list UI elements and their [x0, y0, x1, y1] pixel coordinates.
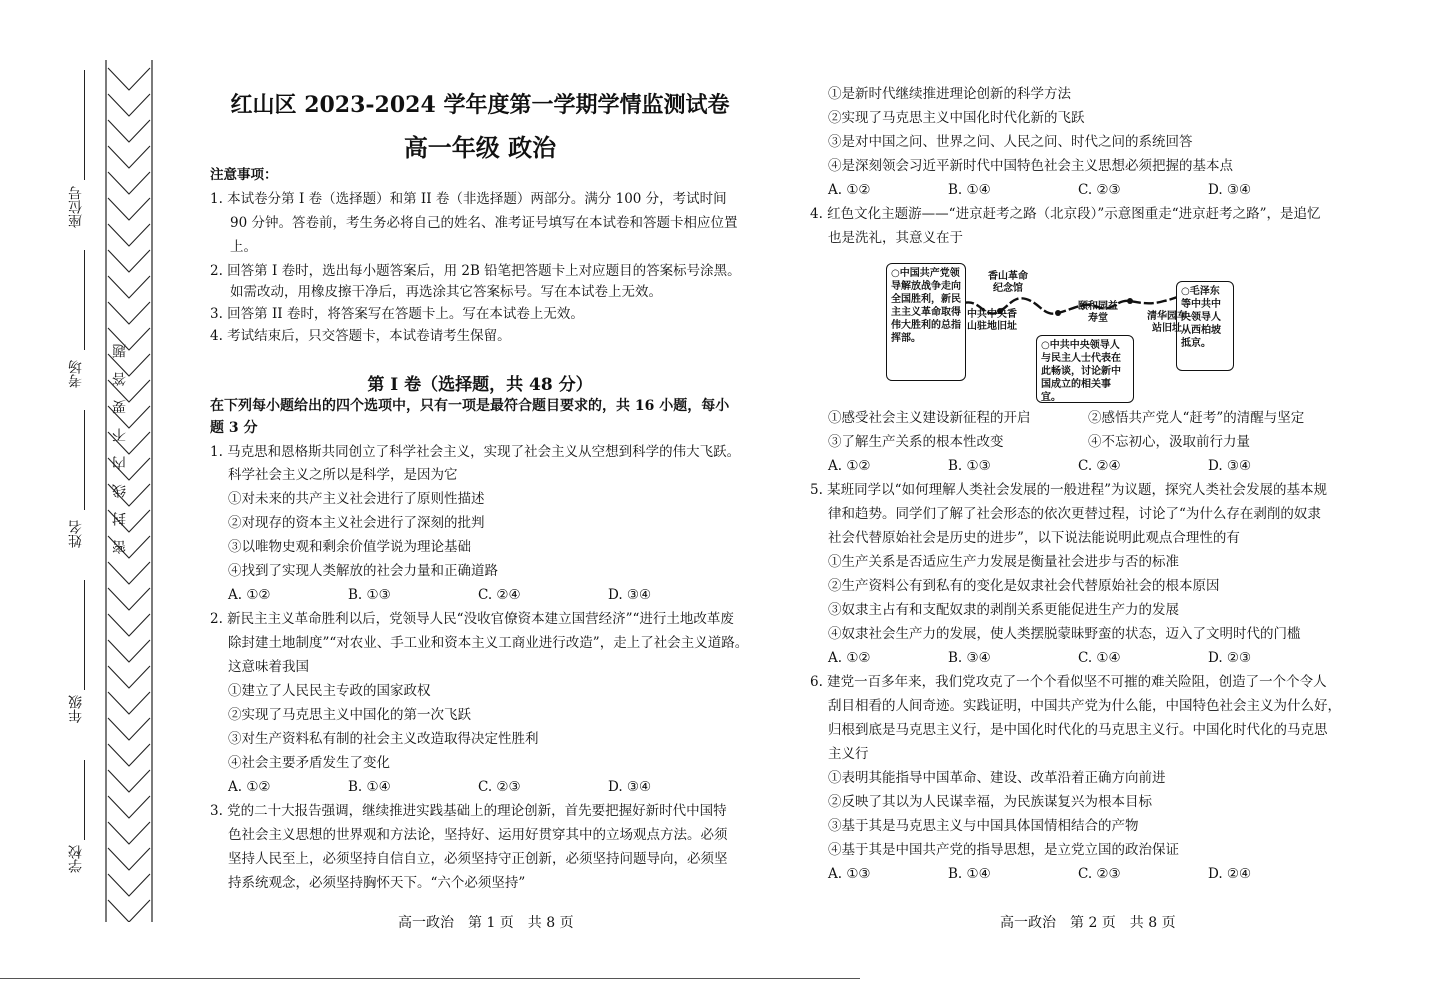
- option-a[interactable]: A. ①②: [228, 779, 271, 795]
- option-c[interactable]: C. ②④: [1078, 458, 1121, 474]
- option-b[interactable]: B. ①④: [948, 182, 991, 198]
- grade-label: 年级: [68, 695, 84, 723]
- option-a[interactable]: A. ①②: [828, 182, 871, 198]
- question-item: ③是对中国之问、世界之问、人民之问、时代之问的系统回答: [828, 134, 1193, 150]
- option-a[interactable]: A. ①③: [828, 866, 871, 882]
- question-item: ④找到了实现人类解放的社会力量和正确道路: [228, 563, 498, 579]
- question-options: [228, 775, 738, 799]
- notice-line: 2. 回答第 I 卷时，选出每小题答案后，用 2B 铅笔把答题卡上对应题目的答案标号涂黑。: [210, 263, 741, 279]
- diagram-box-command: ○中国共产党领导解放战争走向全国胜利，新民主主义革命取得伟大胜利的总指挥部。: [886, 263, 966, 381]
- question-stem: 这意味着我国: [228, 659, 309, 675]
- diagram-box-meeting: ○中共中央领导人与民主人士代表在此畅谈，讨论新中国成立的相关事宜。: [1036, 335, 1134, 403]
- option-c[interactable]: C. ②③: [1078, 182, 1121, 198]
- diagram-label-xiangshan: 香山革命纪念馆: [988, 271, 1028, 294]
- question-item: ③以唯物史观和剩余价值学说为理论基础: [228, 539, 471, 555]
- question-item: ③奴隶主占有和支配奴隶的剥削关系更能促进生产力的发展: [828, 602, 1179, 618]
- question-item: ①对未来的共产主义社会进行了原则性描述: [228, 491, 485, 507]
- scan-edge-line: [0, 978, 860, 979]
- question-item: ①是新时代继续推进理论创新的科学方法: [828, 86, 1071, 102]
- option-d[interactable]: D. ②④: [1208, 866, 1252, 882]
- question-item: ③了解生产关系的根本性改变: [828, 434, 1004, 450]
- page-2-footer: 高一政治 第 2 页 共 8 页: [1000, 915, 1176, 931]
- question-stem: 社会代替原始社会是历史的进步”，以下说法能说明此观点合理性的有: [828, 530, 1240, 546]
- option-b[interactable]: B. ③④: [948, 650, 991, 666]
- option-d[interactable]: D. ②③: [1208, 650, 1252, 666]
- question-stem: 6. 建党一百多年来，我们党攻克了一个个看似坚不可摧的难关险阻，创造了一个个令人: [810, 674, 1327, 690]
- option-c[interactable]: C. ②③: [478, 779, 521, 795]
- question-stem: 律和趋势。同学们了解了社会形态的依次更替过程，讨论了“为什么存在剥削的奴隶: [828, 506, 1321, 522]
- question-stem: 色社会主义思想的世界观和方法论，坚持好、运用好贯穿其中的立场观点方法。必须: [228, 827, 728, 843]
- question-item: ④基于其是中国共产党的指导思想，是立党立国的政治保证: [828, 842, 1179, 858]
- question-stem: 坚持人民至上，必须坚持自信自立，必须坚持守正创新，必须坚持问题导向，必须坚: [228, 851, 728, 867]
- option-b[interactable]: B. ①④: [348, 779, 391, 795]
- notice-heading: 注意事项：: [210, 167, 278, 183]
- question-stem: 持系统观念，必须坚持胸怀天下。“六个必须坚持”: [228, 875, 526, 891]
- diagram-box-arrival: ○毛泽东等中共中央领导人从西柏坡抵京。: [1176, 281, 1234, 371]
- question-options: [828, 646, 1338, 670]
- question-item: ④是深刻领会习近平新时代中国特色社会主义思想必须把握的基本点: [828, 158, 1233, 174]
- seal-warning-text: 密封线内不要答题: [112, 330, 128, 554]
- question-item: ①建立了人民民主专政的国家政权: [228, 683, 431, 699]
- seat-number-line: [84, 70, 85, 180]
- option-b[interactable]: B. ①④: [948, 866, 991, 882]
- option-b[interactable]: B. ①③: [348, 587, 391, 603]
- question-item: ③对生产资料私有制的社会主义改造取得决定性胜利: [228, 731, 539, 747]
- school-line: [84, 760, 85, 840]
- section-instruction: 题 3 分: [210, 420, 258, 436]
- question-item: ①表明其能指导中国革命、建设、改革沿着正确方向前进: [828, 770, 1166, 786]
- route-diagram: [884, 255, 1221, 405]
- notice-line: 上。: [230, 239, 257, 255]
- question-options: [828, 178, 1338, 202]
- question-item: ②感悟共产党人“赶考”的清醒与坚定: [1088, 410, 1305, 426]
- exam-room-line: [84, 250, 85, 350]
- diagram-label-qinghua: 清华园车站旧址: [1147, 311, 1187, 334]
- option-d[interactable]: D. ③④: [608, 779, 652, 795]
- question-item: ④不忘初心，汲取前行力量: [1088, 434, 1250, 450]
- question-item: ②对现存的资本主义社会进行了深刻的批判: [228, 515, 485, 531]
- option-a[interactable]: A. ①②: [828, 458, 871, 474]
- question-stem: 归根到底是马克思主义行，是中国化时代化的马克思主义行。中国化时代化的马克思: [828, 722, 1328, 738]
- school-label: 学校: [68, 845, 84, 873]
- exam-title: 红山区 2023-2024 学年度第一学期学情监测试卷: [230, 92, 730, 118]
- section-instruction: 在下列每小题给出的四个选项中，只有一项是最符合题目要求的，共 16 小题，每小: [210, 398, 730, 414]
- question-item: ②反映了其以为人民谋幸福，为民族谋复兴为根本目标: [828, 794, 1152, 810]
- name-line: [84, 410, 85, 510]
- option-c[interactable]: C. ②④: [478, 587, 521, 603]
- section-title: 第 I 卷（选择题，共 48 分）: [367, 375, 593, 395]
- exam-subtitle: 高一年级 政治: [403, 133, 557, 162]
- diagram-label-zhonggong: 中共中央香山驻地旧址: [967, 309, 1017, 332]
- question-stem: 除封建土地制度”“对农业、手工业和资本主义工商业进行改造”，走上了社会主义道路。: [228, 635, 749, 651]
- question-item: ①感受社会主义建设新征程的开启: [828, 410, 1031, 426]
- grade-line: [84, 580, 85, 690]
- question-item: ③基于其是马克思主义与中国具体国情相结合的产物: [828, 818, 1139, 834]
- name-label: 姓名: [68, 520, 84, 548]
- option-d[interactable]: D. ③④: [608, 587, 652, 603]
- option-b[interactable]: B. ①③: [948, 458, 991, 474]
- notice-line: 4. 考试结束后，只交答题卡，本试卷请考生保留。: [210, 328, 511, 344]
- question-stem: 1. 马克思和恩格斯共同创立了科学社会主义，实现了社会主义从空想到科学的伟大飞跃。: [210, 444, 741, 460]
- question-item: ②实现了马克思主义中国化时代化新的飞跃: [828, 110, 1085, 126]
- question-item: ②实现了马克思主义中国化的第一次飞跃: [228, 707, 471, 723]
- notice-line: 如需改动，用橡皮擦干净后，再选涂其它答案标号。写在本试卷上无效。: [230, 284, 662, 300]
- question-options: [828, 862, 1338, 886]
- option-d[interactable]: D. ③④: [1208, 182, 1252, 198]
- question-item: ④社会主要矛盾发生了变化: [228, 755, 390, 771]
- notice-line: 3. 回答第 II 卷时，将答案写在答题卡上。写在本试卷上无效。: [210, 306, 584, 322]
- exam-room-label: 考场: [68, 360, 84, 388]
- question-options: [828, 454, 1338, 478]
- notice-line: 90 分钟。答卷前，考生务必将自己的姓名、准考证号填写在本试卷和答题卡相应位置: [230, 215, 738, 231]
- question-stem: 科学社会主义之所以是科学，是因为它: [228, 467, 458, 483]
- option-c[interactable]: C. ①④: [1078, 650, 1121, 666]
- diagram-label-yiheyuan: 颐和园益寿堂: [1078, 301, 1118, 324]
- option-c[interactable]: C. ②③: [1078, 866, 1121, 882]
- question-item: ①生产关系是否适应生产力发展是衡量社会进步与否的标准: [828, 554, 1179, 570]
- page-1-footer: 高一政治 第 1 页 共 8 页: [398, 915, 574, 931]
- question-item: ②生产资料公有到私有的变化是奴隶社会代替原始社会的根本原因: [828, 578, 1220, 594]
- option-d[interactable]: D. ③④: [1208, 458, 1252, 474]
- question-stem: 4. 红色文化主题游——“进京赶考之路（北京段）”示意图重走“进京赶考之路”，是追忆: [810, 206, 1321, 222]
- question-stem: 3. 党的二十大报告强调，继续推进实践基础上的理论创新，首先要把握好新时代中国特: [210, 803, 727, 819]
- option-a[interactable]: A. ①②: [228, 587, 271, 603]
- question-stem: 2. 新民主主义革命胜利以后，党领导人民“没收官僚资本建立国营经济”“进行土地改革废: [210, 611, 734, 627]
- option-a[interactable]: A. ①②: [828, 650, 871, 666]
- seat-number-label: 座位号: [68, 186, 84, 228]
- notice-line: 1. 本试卷分第 I 卷（选择题）和第 II 卷（非选择题）两部分。满分 100 分，考试时间: [210, 191, 727, 207]
- question-item: ④奴隶社会生产力的发展，使人类摆脱蒙昧野蛮的状态，迈入了文明时代的门槛: [828, 626, 1301, 642]
- question-stem: 刮目相看的人间奇迹。实践证明，中国共产党为什么能，中国特色社会主义为什么好，: [828, 698, 1341, 714]
- question-stem: 也是洗礼，其意义在于: [828, 230, 963, 246]
- question-stem: 主义行: [828, 746, 869, 762]
- question-stem: 5. 某班同学以“如何理解人类社会发展的一般进程”为议题，探究人类社会发展的基本规: [810, 482, 1327, 498]
- question-options: [228, 583, 738, 607]
